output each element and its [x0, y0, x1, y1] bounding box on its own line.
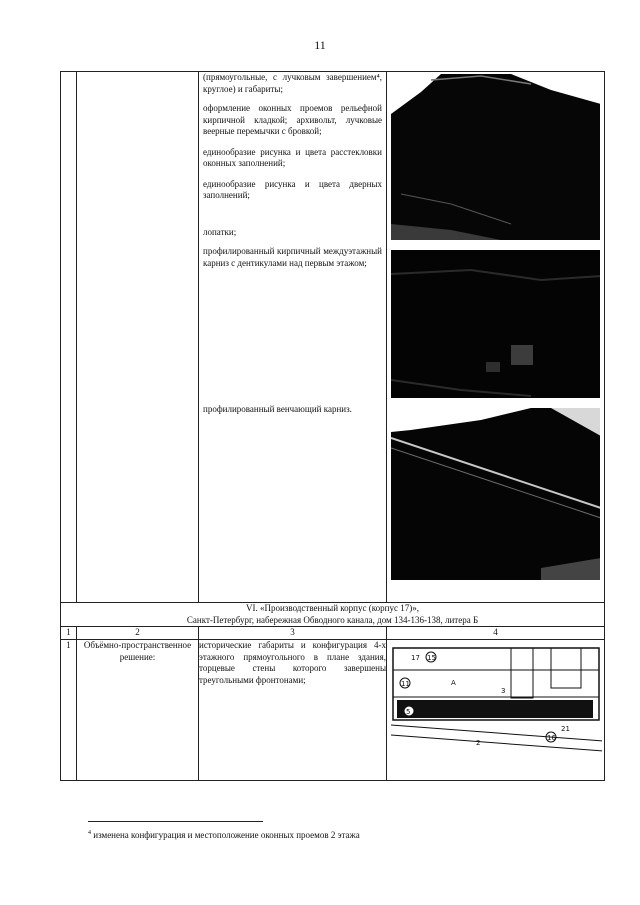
num-cell: [61, 72, 77, 603]
feature-text: единообразие рисунка и цвета дверных заполнений;: [203, 178, 382, 200]
site-plan: [391, 645, 602, 753]
plan-label: A: [451, 679, 456, 687]
table-row: [61, 640, 605, 781]
column-number: 4: [387, 627, 605, 640]
facade-photo-top: [391, 74, 600, 240]
page-number: 11: [314, 38, 326, 52]
plan-label: 17: [411, 654, 420, 662]
feature-text: лопатки;: [203, 226, 237, 237]
table-row: [61, 72, 605, 603]
section-title: VI. «Производственный корпус (корпус 17)»,: [246, 603, 419, 613]
features-cell: [199, 72, 387, 603]
plan-label: 21: [561, 725, 570, 733]
feature-text: профилированный венчающий карниз.: [203, 404, 352, 414]
feature-text: профилированный кирпичный междуэтажный карниз с дентикулами над первым этажом;: [203, 246, 382, 268]
section-header-row: [61, 603, 605, 627]
cornice-photo-icon: [391, 250, 600, 398]
footnote-marker: 4: [88, 830, 91, 836]
site-plan-icon: [391, 645, 602, 753]
site-plan-cell: [387, 640, 605, 781]
column-number-row: [61, 627, 605, 640]
row-number: 1: [61, 640, 77, 781]
category-cell: [77, 72, 199, 603]
row-description: исторические габариты и конфигурация 4-х этажного прямоугольного в плане здания, торцевые стены которого завершены треугольными фронтонами;: [199, 640, 387, 781]
feature-text: единообразие рисунка и цвета расстекловки оконных заполнений;: [203, 146, 382, 168]
window-photo-icon: [391, 74, 600, 240]
eaves-cornice-photo-icon: [391, 408, 600, 580]
row-category: Объёмно-пространственное решение:: [77, 640, 199, 781]
facade-photo-middle: [391, 250, 600, 398]
plan-label: 3: [501, 687, 506, 695]
plan-label: 11: [401, 680, 410, 688]
column-number: 2: [77, 627, 199, 640]
feature-text: (прямоугольные, с лучковым завершением⁴, круглое) и габариты;: [203, 72, 382, 94]
feature-text: оформление оконных проемов рельефной кирпичной кладкой; архивольт, лучковые веерные перемычки с бровкой;: [203, 103, 382, 136]
section-address: Санкт-Петербург, набережная Обводного канала, дом 134-136-138, литера Б: [186, 614, 479, 625]
heritage-table: [60, 71, 605, 781]
facade-photo-bottom: [391, 408, 600, 580]
column-number: 3: [199, 627, 387, 640]
photo-cell: [387, 72, 605, 603]
plan-label: 15: [427, 654, 436, 662]
column-number: 1: [61, 627, 77, 640]
footnote: [88, 830, 360, 840]
plan-label: 16: [547, 734, 556, 742]
plan-label: 5: [406, 708, 411, 716]
footnote-text: изменена конфигурация и местоположение оконных проемов 2 этажа: [93, 830, 360, 840]
plan-label: 2: [476, 739, 481, 747]
footnote-divider: [88, 821, 263, 822]
